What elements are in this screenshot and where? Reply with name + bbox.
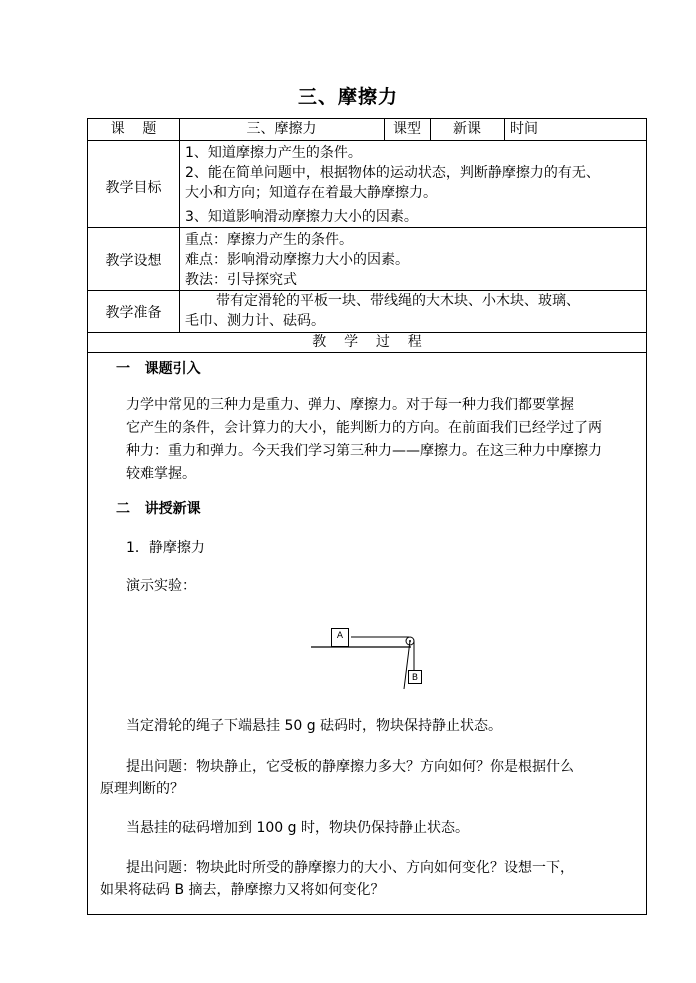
lesson-type-value: 新课 [453, 121, 481, 137]
question-line: 如果将砝码 B 摘去，静摩擦力又将如何变化？ [100, 882, 385, 898]
goals-line: 2、能在简单问题中，根据物体的运动状态，判断静摩擦力的有无、 [185, 165, 600, 181]
prep-line: 带有定滑轮的平板一块、带线绳的大木块、小木块、玻璃、 [216, 293, 580, 309]
goals-line: 3、知道影响滑动摩擦力大小的因素。 [185, 209, 418, 225]
column-divider [504, 119, 505, 140]
block-b: B [408, 670, 422, 684]
intro-line: 力学中常见的三种力是重力、弹力、摩擦力。对于每一种力我们都要掌握 [126, 397, 574, 413]
question-line: 原理判断的？ [100, 781, 184, 797]
demo-label: 演示实验： [126, 578, 196, 594]
goals-line: 1、知道摩擦力产生的条件。 [185, 145, 362, 161]
topic-label: 课 题 [110, 121, 157, 137]
column-divider [179, 119, 180, 332]
goals-label: 教学目标 [105, 180, 162, 196]
row-divider [88, 140, 646, 141]
lesson-plan-table [87, 118, 647, 915]
question-line: 提出问题：物块此时所受的静摩擦力的大小、方向如何变化？设想一下， [126, 860, 574, 876]
intro-line: 较难掌握。 [126, 466, 196, 482]
process-header: 教 学 过 程 [312, 334, 422, 350]
goals-line: 大小和方向；知道存在着最大静摩擦力。 [185, 185, 437, 201]
page-title: 三、摩擦力 [297, 86, 398, 108]
lesson-type-label: 课型 [393, 121, 421, 137]
question-line: 提出问题：物块静止，它受板的静摩擦力多大？方向如何？你是根据什么 [126, 759, 574, 775]
pulley-diagram [306, 619, 426, 699]
design-line: 难点：影响滑动摩擦力大小的因素。 [185, 252, 409, 268]
experiment-paragraph: 当悬挂的砝码增加到 100 g 时，物块仍保持静止状态。 [126, 820, 469, 836]
design-line: 教法：引导探究式 [185, 272, 297, 288]
intro-line: 种力：重力和弹力。今天我们学习第三种力——摩擦力。在这三种力中摩擦力 [126, 443, 602, 459]
section-new-title: 二 讲授新课 [116, 501, 201, 517]
prep-line: 毛巾、测力计、砝码。 [185, 313, 325, 329]
subsection-title: 1．静摩擦力 [126, 540, 205, 556]
block-a: A [331, 628, 349, 647]
section-intro-title: 一 课题引入 [116, 361, 201, 377]
time-label: 时间 [510, 121, 538, 137]
row-divider [88, 352, 646, 353]
design-label: 教学设想 [105, 253, 162, 269]
row-divider [88, 227, 646, 228]
row-divider [88, 290, 646, 291]
prep-label: 教学准备 [105, 305, 162, 321]
design-line: 重点：摩擦力产生的条件。 [185, 232, 353, 248]
experiment-paragraph: 当定滑轮的绳子下端悬挂 50 g 砝码时，物块保持静止状态。 [126, 718, 503, 734]
topic-value: 三、摩擦力 [246, 121, 317, 137]
intro-line: 它产生的条件，会计算力的大小，能判断力的方向。在前面我们已经学过了两 [126, 420, 602, 436]
